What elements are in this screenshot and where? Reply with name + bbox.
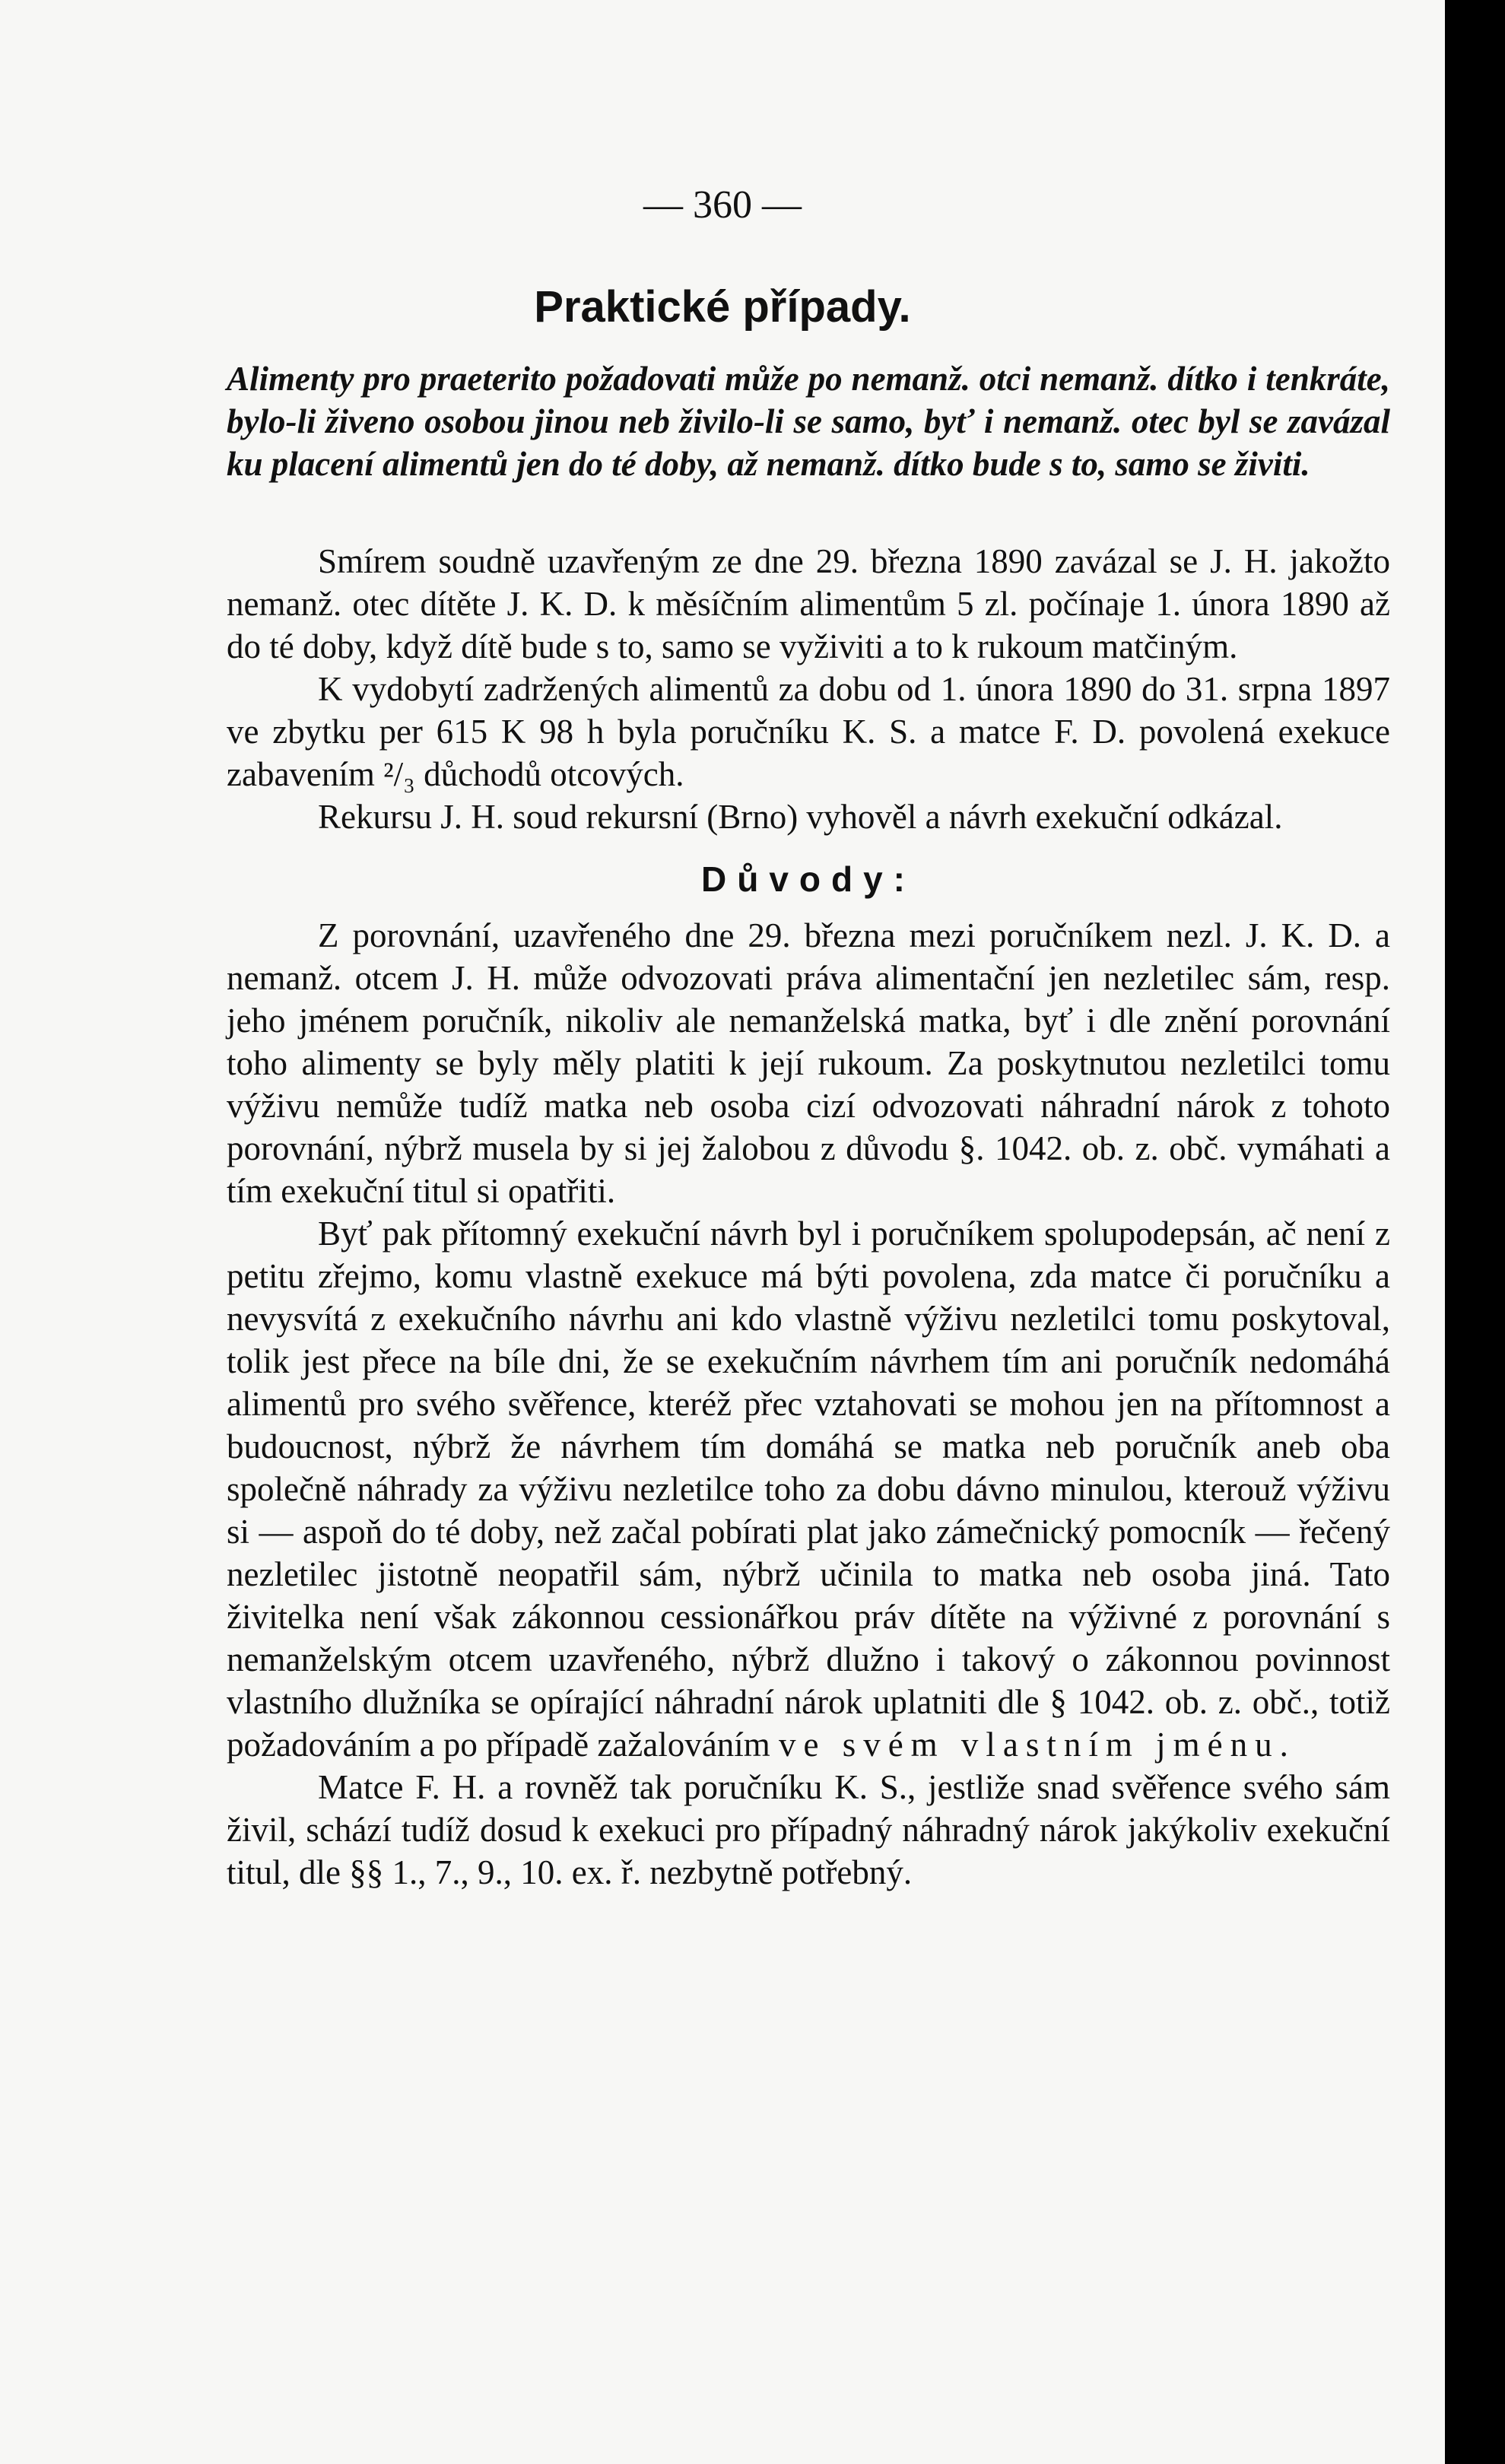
case-summary: Alimenty pro praeterito požadovati může po nemanž. otci nemanž. dítko i tenkráte, bylo-li živeno osobou jinou neb živilo-li se samo, byť i nemanž. otec byl se zavázal ku placení alimentů jen do té doby, až nemanž. dítko bude s to, samo se živiti. — [227, 360, 1390, 483]
reasons-paragraph-1: Z porovnání, uzavřeného dne 29. března mezi poručníkem nezl. J. K. D. a nemanž. otcem J. H. může odvozovati práva alimentační jen nezletilec sám, resp. jeho jménem poručník, nikoliv ale nemanželská matka, byť i dle znění porovnání toho alimenty se byly měly platiti k její rukoum. Za poskytnutou nezletilci tomu výživu nemůže tudíž matka neb osoba cizí odvozovati náhradní nárok z tohoto porovnání, nýbrž musela by si jej žalobou z důvodu §. 1042. ob. z. obč. vymáhati a tím exekuční titul si opatřiti. — [227, 916, 1390, 1210]
reasons-paragraph-2 — [227, 1212, 1390, 1766]
page-heading: Praktické případy. — [534, 282, 911, 332]
reasons-paragraph-2-spaced-end: ve svém vlastním jménu. — [778, 1726, 1296, 1764]
page-number: — 360 — — [643, 183, 802, 227]
facts-paragraph-1: Smírem soudně uzavřeným ze dne 29. března 1890 zavázal se J. H. jakožto nemanž. otec dítěte J. K. D. k měsíčním alimentům 5 zl. počínaje 1. února 1890 až do té doby, když dítě bude s to, samo se vyživiti a to k rukoum matčiným. — [227, 542, 1390, 665]
facts-paragraph-3: Rekursu J. H. soud rekursní (Brno) vyhověl a návrh exekuční odkázal. — [318, 798, 1283, 836]
facts-paragraph-2: K vydobytí zadržených alimentů za dobu od 1. února 1890 do 31. srpna 1897 ve zbytku per 615 K 98 h byla poručníku K. S. a matce F. D. povolená exekuce zabavením ²/₃ důchodů otcových. — [227, 670, 1390, 793]
reasons-heading: Důvody: — [701, 859, 916, 899]
case-body — [227, 540, 1390, 1894]
reasons-paragraph-2-text: Byť pak přítomný exekuční návrh byl i poručníkem spolupodepsán, ač není z petitu zřejmo, komu vlastně exekuce má býti povolena, zda matce či poručníku a nevysvítá z exekučního návrhu ani kdo vlastně výživu nezletilci tomu poskytoval, tolik jest přece na bíle dni, že se exekučním návrhem tím ani poručník nedomáhá alimentů pro svého svěřence, kteréž přec vztahovati se mohou jen na přítomnost a budoucnost, nýbrž že návrhem tím domáhá se matka neb poručník aneb oba společně náhrady za výživu nezletilce toho za dobu dávno minulou, kterouž výživu si — aspoň do té doby, než začal pobírati plat jako zámečnický pomocník — řečený nezletilec jistotně neopatřil sám, nýbrž učinila to matka neb osoba jiná. Tato živitelka není však zákonnou cessionářkou práv dítěte na výživné z porovnání s nemanželským otcem uzavřeného, nýbrž dlužno i takový o zákonnou povinnost vlastního dlužníka se opírající náhradní nárok uplatniti dle § 1042. ob. z. obč., totiž požadováním a po případě zažalováním — [227, 1215, 1390, 1764]
reasons-paragraph-3: Matce F. H. a rovněž tak poručníku K. S., jestliže snad svěřence svého sám živil, schází tudíž dosud k exekuci pro případný náhradný nárok jakýkoliv exekuční titul, dle §§ 1., 7., 9., 10. ex. ř. nezbytně potřebný. — [227, 1768, 1390, 1891]
